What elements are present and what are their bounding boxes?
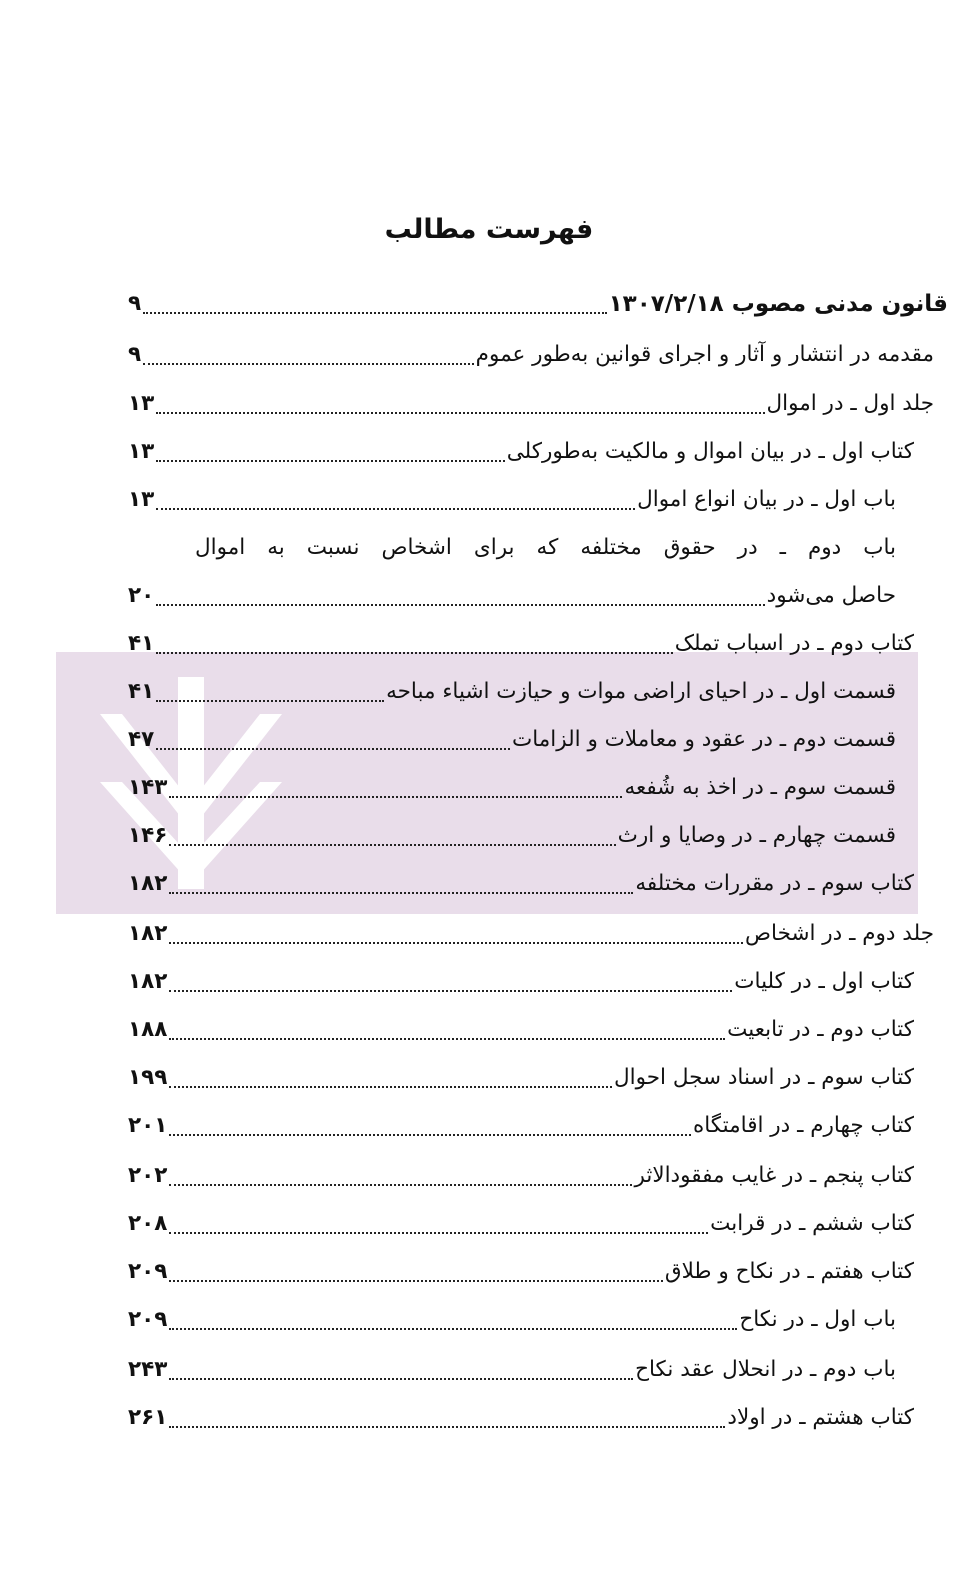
leader-dots <box>169 990 732 992</box>
toc-entry-page: ۱۴۶ <box>128 823 168 848</box>
toc-entry-page: ۱۸۲ <box>128 921 168 946</box>
toc-entry-title: کتاب چهارم ـ در اقامتگاه <box>692 1113 914 1138</box>
leader-dots <box>156 508 635 510</box>
toc-entry-title: کتاب هشتم ـ در اولاد <box>727 1405 914 1430</box>
leader-dots <box>169 1184 632 1186</box>
toc-entry[interactable] <box>128 1398 914 1438</box>
toc-entry[interactable] <box>128 1350 896 1390</box>
toc-entry[interactable] <box>128 672 896 712</box>
toc-entry[interactable] <box>128 1156 914 1196</box>
toc-entry[interactable] <box>128 864 914 904</box>
toc-entry-title: باب اول ـ در بیان انواع اموال <box>637 487 896 512</box>
toc-entry-page: ۱۸۲ <box>128 969 168 994</box>
toc-entry-page: ۲۰۲ <box>128 1163 168 1188</box>
toc-entry[interactable] <box>128 914 934 954</box>
page-title: فهرست مطالب <box>384 214 594 245</box>
toc-entry-page: ۲۰۸ <box>128 1211 168 1236</box>
toc-entry-page: ۱۳ <box>128 439 155 464</box>
leader-dots <box>156 652 672 654</box>
toc-entry[interactable] <box>128 384 934 424</box>
toc-entry-page: ۲۶۱ <box>128 1405 168 1430</box>
toc-entry[interactable] <box>128 335 934 375</box>
leader-dots <box>156 604 764 606</box>
toc-entry-page: ۹ <box>128 291 142 316</box>
toc-entry-title: کتاب اول ـ در کلیات <box>734 969 914 994</box>
toc-entry-title: باب اول ـ در نکاح <box>739 1307 896 1332</box>
toc-entry-title: قسمت سوم ـ در اخذ به شُفعه <box>624 775 896 800</box>
leader-dots <box>169 1086 612 1088</box>
toc-entry-title: کتاب هفتم ـ در نکاح و طلاق <box>664 1259 914 1284</box>
toc-entry[interactable] <box>128 768 896 808</box>
toc-entry[interactable] <box>128 1010 914 1050</box>
leader-dots <box>169 892 633 894</box>
toc-entry[interactable] <box>128 816 896 856</box>
toc-entry-page: ۱۳ <box>128 487 155 512</box>
toc-entry[interactable] <box>128 720 896 760</box>
toc-entry-title: کتاب سوم ـ در اسناد سجل احوال <box>614 1065 914 1090</box>
leader-dots <box>156 412 764 414</box>
toc-entry-page: ۱۳ <box>128 391 155 416</box>
leader-dots <box>156 700 384 702</box>
toc-entry-title: کتاب ششم ـ در قرابت <box>710 1211 914 1236</box>
leader-dots <box>156 748 510 750</box>
leader-dots <box>143 363 474 365</box>
toc-entry[interactable] <box>128 432 914 472</box>
toc-entry[interactable] <box>128 480 896 520</box>
leader-dots <box>156 460 504 462</box>
toc-entry-page: ۲۰۹ <box>128 1259 168 1284</box>
toc-entry-title: کتاب اول ـ در بیان اموال و مالکیت به‌طورکلی <box>506 439 914 464</box>
toc-entry-title: کتاب دوم ـ در اسباب تملک <box>674 631 914 656</box>
toc-entry-title: کتاب دوم ـ در تابعیت <box>727 1017 914 1042</box>
toc-entry-page: ۲۰۱ <box>128 1113 168 1138</box>
toc-entry-title: قسمت اول ـ در احیای اراضی موات و حیازت اشیاء مباحه <box>386 679 896 704</box>
leader-dots <box>169 1038 725 1040</box>
toc-entry-page: ۱۴۳ <box>128 775 168 800</box>
leader-dots <box>169 1232 708 1234</box>
toc-entry-page: ۱۸۲ <box>128 871 168 896</box>
toc-entry[interactable] <box>128 1058 914 1098</box>
toc-entry[interactable] <box>128 576 896 616</box>
toc-entry-title-multiline[interactable]: باب دوم ـ در حقوق مختلفه که برای اشخاص نسبت به اموال <box>195 535 896 560</box>
toc-entry-title: جلد دوم ـ در اشخاص <box>745 921 934 946</box>
leader-dots <box>169 844 615 846</box>
leader-dots <box>143 312 607 314</box>
leader-dots <box>169 942 743 944</box>
toc-entry-title: قسمت چهارم ـ در وصایا و ارث <box>617 823 896 848</box>
leader-dots <box>169 1328 737 1330</box>
toc-entry-page: ۹ <box>128 342 142 367</box>
toc-entry[interactable] <box>128 1204 914 1244</box>
toc-entry-title: قانون مدنی مصوب ۱۳۰۷/۲/۱۸ <box>608 291 948 317</box>
toc-entry[interactable] <box>128 284 948 324</box>
toc-entry[interactable] <box>128 1300 896 1340</box>
toc-entry-page: ۴۱ <box>128 631 155 656</box>
toc-entry-title: قسمت دوم ـ در عقود و معاملات و الزامات <box>511 727 896 752</box>
toc-entry-page: ۲۰ <box>128 583 155 608</box>
leader-dots <box>169 1378 633 1380</box>
toc-entry[interactable] <box>128 962 914 1002</box>
leader-dots <box>169 796 622 798</box>
toc-entry-page: ۴۷ <box>128 727 155 752</box>
toc-entry[interactable] <box>128 1106 914 1146</box>
toc-entry-page: ۲۰۹ <box>128 1307 168 1332</box>
toc-entry-title: کتاب پنجم ـ در غایب مفقودالاثر <box>634 1163 914 1188</box>
leader-dots <box>169 1426 725 1428</box>
toc-entry-page: ۱۸۸ <box>128 1017 168 1042</box>
toc-entry-page: ۴۱ <box>128 679 155 704</box>
toc-entry-page: ۱۹۹ <box>128 1065 168 1090</box>
toc-entry-title: کتاب سوم ـ در مقررات مختلفه <box>635 871 914 896</box>
toc-entry-title: باب دوم ـ در انحلال عقد نکاح <box>635 1357 896 1382</box>
toc-entry-title: جلد اول ـ در اموال <box>766 391 934 416</box>
leader-dots <box>169 1280 663 1282</box>
toc-entry-title-continued: حاصل می‌شود <box>766 583 896 608</box>
leader-dots <box>169 1134 691 1136</box>
toc-entry-page: ۲۴۳ <box>128 1357 168 1382</box>
toc-entry-title: مقدمه در انتشار و آثار و اجرای قوانین به‌طور عموم <box>475 342 934 367</box>
toc-entry[interactable] <box>128 624 914 664</box>
toc-entry[interactable] <box>128 1252 914 1292</box>
